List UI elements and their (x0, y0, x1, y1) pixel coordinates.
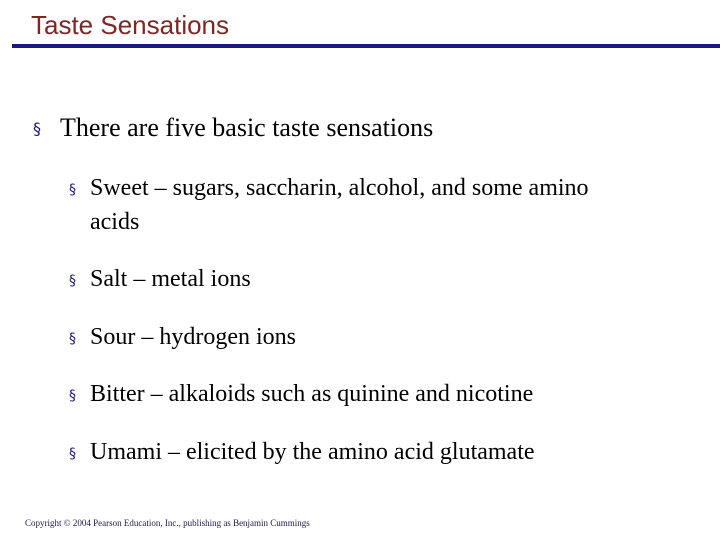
bullet-marker-icon: § (69, 388, 76, 404)
sub-bullet-salt (69, 262, 630, 296)
sub-bullet-sour (69, 320, 630, 354)
sub-bullet-umami (69, 435, 630, 469)
bullet-marker-icon: § (69, 331, 76, 347)
bullet-marker-icon: § (69, 182, 76, 198)
bullet-main (33, 113, 433, 143)
sub-bullet-text: Sour – hydrogen ions (90, 324, 296, 350)
sub-bullet-text: Umami – elicited by the amino acid glutamate (90, 439, 535, 465)
sub-bullet-text: Sweet – sugars, saccharin, alcohol, and some amino acids (90, 175, 589, 235)
sub-bullet-bitter (69, 377, 630, 411)
bullet-marker-icon: § (69, 273, 76, 289)
sub-bullet-sweet (69, 171, 630, 239)
slide-title: Taste Sensations (31, 10, 230, 40)
sub-bullet-text: Bitter – alkaloids such as quinine and nicotine (90, 381, 534, 407)
copyright-footer: Copyright © 2004 Pearson Education, Inc., publishing as Benjamin Cummings (25, 518, 310, 528)
bullet-marker-icon: § (33, 119, 41, 138)
bullet-text: There are five basic taste sensations (60, 113, 434, 142)
bullet-marker-icon: § (69, 446, 76, 462)
sub-bullet-text: Salt – metal ions (90, 266, 251, 292)
title-underline (12, 44, 720, 48)
